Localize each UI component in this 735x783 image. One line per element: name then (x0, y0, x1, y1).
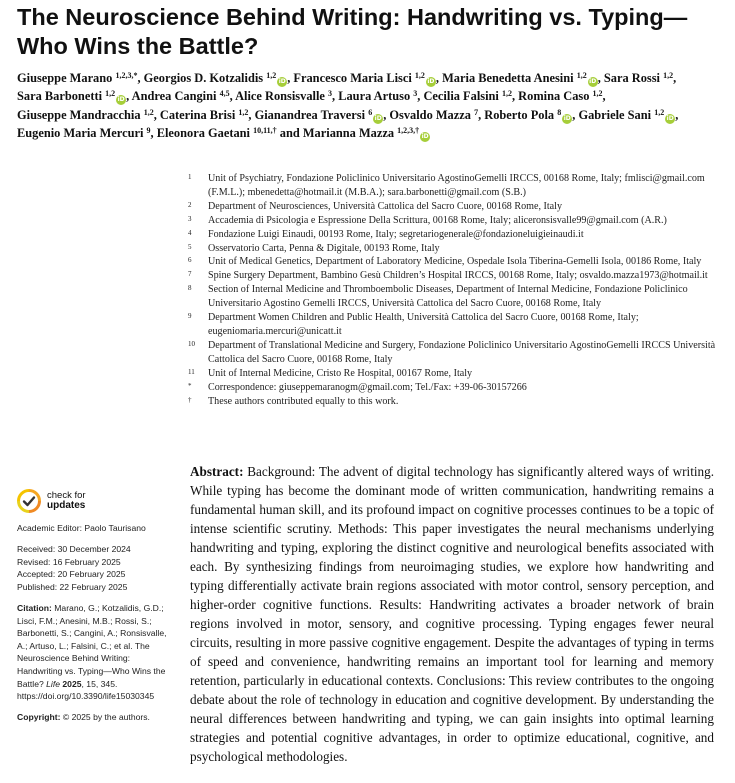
affiliation-item (188, 228, 718, 242)
author-affiliation-marks: 1,2 (266, 71, 277, 80)
author-name: Roberto Pola (484, 107, 555, 122)
affiliation-item (188, 172, 718, 200)
affiliation-item (188, 381, 718, 395)
affiliation-number: 10 (188, 339, 195, 348)
author (160, 108, 248, 122)
copyright (17, 711, 175, 724)
citation-label: Citation: (17, 602, 52, 613)
author-name: Sara Barbonetti (17, 89, 103, 104)
affiliation-text: Unit of Psychiatry, Fondazione Policlinico Universitario AgostinoGemelli IRCCS, 00168 Rome, Italy; fmlisci@gmail.com (F.M.L.); mbenedetta@hotmail.it (M.B.A.); sara.barbonetti@gmail.com (S.B.) (208, 173, 705, 198)
affiliation-number: 5 (188, 242, 192, 251)
affiliation-text: Fondazione Luigi Einaudi, 00193 Rome, Italy; segretariogenerale@fondazioneluigieinaudi.it (208, 228, 584, 240)
author-affiliation-marks: 4,5 (219, 89, 230, 99)
author (484, 108, 572, 122)
author-separator: , (248, 107, 255, 122)
author (235, 89, 332, 103)
author-separator: , (287, 71, 294, 85)
author-affiliation-marks: 1,2 (143, 107, 154, 117)
check-for-updates[interactable] (17, 488, 175, 514)
author-affiliation-marks: 1,2 (238, 107, 249, 117)
author-name: Gianandrea Traversi (254, 107, 366, 122)
author-affiliation-marks: 1,2 (663, 71, 674, 80)
author-affiliation-marks: 1,2 (654, 107, 665, 117)
affiliation-text: Section of Internal Medicine and Thromboembolic Diseases, Department of Internal Medicine, Fondazione Policlinico Universitario Agostino Gemelli IRCCS, Università Cattolica del Sacro Cuore, 00168 Rome, Italy (208, 284, 688, 310)
citation (17, 602, 175, 703)
author (132, 89, 230, 103)
affiliation-number: † (188, 395, 192, 404)
affiliation-number: 4 (188, 228, 192, 237)
author-separator: , (511, 89, 519, 104)
affiliation-number: 11 (188, 367, 195, 376)
author-affiliation-marks: 6 (368, 107, 373, 117)
affiliation-number: 6 (188, 256, 192, 265)
author-separator: , (383, 107, 390, 122)
author-name: Marianna Mazza (302, 126, 395, 141)
check-updates-line1: check for (47, 490, 86, 501)
sidebar (17, 488, 175, 724)
copyright-label: Copyright: (17, 711, 61, 722)
affiliation-text: Unit of Medical Genetics, Department of Laboratory Medicine, Ospedale Isola Tiberina-Gemelli Isola, 00186 Rome, Italy (208, 256, 702, 268)
affiliation-number: 7 (188, 270, 192, 279)
affiliation-item (188, 200, 718, 214)
author (604, 71, 673, 85)
author (17, 71, 137, 85)
citation-journal: Life (46, 678, 61, 689)
author-name: Laura Artuso (338, 89, 411, 104)
author-separator: , (673, 71, 677, 85)
author-affiliation-marks: 3 (328, 89, 333, 99)
author-separator: , (675, 107, 679, 122)
author (144, 71, 288, 85)
abstract-text: Background: The advent of digital technology has significantly altered ways of writing. While typing has become the dominant mode of written communication, handwriting remains a fundamental human skill, and its profound impact on cognitive processes continues to be a topic of intense scientific scrutiny. Methods: This paper investigates the neural mechanisms underlying handwriting and typing, exploring the distinct cognitive and neurological benefits associated with each. By synthesizing findings from neuroimaging studies, we explore how handwriting and typing differentially activate brain regions associated with motor control, sensory perception, and higher-order cognitive functions. Results: Handwriting activates a broader network of brain regions involved in motor, sensory, and cognitive processing. Typing engages fewer neural circuits, resulting in more passive cognitive engagement. Despite the advantages of typing in terms of speed and convenience, handwriting remains an important tool for learning and memory retention, particularly in educational contexts. Conclusions: This review contributes to the ongoing debate about the role of technology in education and cognitive development. By understanding the neural differences between handwriting and typing, we can gain insights into optimal learning strategies and potential cognitive advantages, in order to optimize educational, cognitive, and psychological methodologies. (190, 464, 715, 764)
affiliation-number: 3 (188, 214, 192, 223)
check-updates-icon (17, 489, 41, 513)
orcid-icon[interactable]: iD (374, 114, 382, 122)
author-affiliation-marks: 3 (413, 89, 418, 99)
author (423, 89, 511, 103)
citation-text: Marano, G.; Kotzalidis, G.D.; Lisci, F.M.; Anesini, M.B.; Rossi, S.; Barbonetti, S.; Cangini, A.; Ronsisvalle, A.; Artuso, L.; Falsini, C.; et al. The Neuroscience Behind Writing: Handwriting vs. Typing—Who Wins the Battle? (17, 602, 167, 689)
author-separator: , (332, 89, 339, 104)
affiliation-number: 8 (188, 284, 192, 293)
affiliation-number: * (188, 381, 192, 390)
author-separator: , (572, 107, 579, 122)
affiliation-item (188, 283, 718, 311)
affiliation-number: 2 (188, 200, 192, 209)
author-affiliation-marks: 1,2 (576, 71, 587, 80)
check-updates-line2: updates (47, 500, 86, 511)
orcid-icon[interactable]: iD (589, 78, 597, 85)
check-updates-label (47, 491, 86, 511)
author-separator: , (597, 71, 604, 85)
author-name: Sara Rossi (603, 71, 660, 85)
author-separator: , (137, 71, 144, 85)
abstract-label: Abstract: (190, 464, 244, 479)
affiliation-number: 1 (188, 173, 192, 181)
orcid-icon[interactable]: iD (563, 114, 571, 122)
author (389, 108, 478, 122)
article-title: The Neuroscience Behind Writing: Handwriting vs. Typing—Who Wins the Battle? (17, 4, 688, 59)
author-name: Eleonora Gaetani (156, 126, 250, 141)
author-affiliation-marks: 1,2 (592, 89, 603, 99)
affiliation-text: Department of Neurosciences, Università Cattolica del Sacro Cuore, 00168 Rome, Italy (208, 200, 563, 212)
affiliation-text: Department Women Children and Public Health, Università Cattolica del Sacro Cuore, 00168 Rome, Italy; eugeniomaria.mercuri@unicatt.it (208, 312, 639, 337)
orcid-icon[interactable]: iD (666, 114, 674, 122)
accepted-date: Accepted: 20 February 2025 (17, 569, 126, 580)
author-name: Maria Benedetta Anesini (442, 71, 574, 85)
author-affiliation-marks: 1,2,3,* (115, 71, 138, 80)
revised-date: Revised: 16 February 2025 (17, 556, 121, 567)
author-separator: , (435, 71, 443, 85)
author (17, 108, 154, 122)
affiliation-item (188, 255, 718, 269)
affiliation-item (188, 395, 718, 409)
author-separator: and (276, 126, 303, 141)
affiliation-number: 9 (188, 312, 192, 321)
affiliation-item (188, 214, 718, 228)
author-affiliation-marks: 1,2 (414, 71, 425, 80)
affiliation-text: Spine Surgery Department, Bambino Gesù Children’s Hospital IRCCS, 00168 Rome, Italy; osvaldo.mazza1973@hotmail.it (208, 270, 708, 282)
author-affiliation-marks: 8 (557, 107, 562, 117)
author (293, 71, 435, 85)
author-separator: , (478, 107, 485, 122)
author-name: Alice Ronsisvalle (235, 89, 325, 104)
affiliation-text: Department of Translational Medicine and Surgery, Fondazione Policlinico Universitario AgostinoGemelli IRCCS Università Cattolica del Sacro Cuore, 00168 Rome, Italy (208, 339, 716, 365)
citation-year: 2025 (62, 678, 82, 689)
affiliation-text: Osservatorio Carta, Penna & Digitale, 00193 Rome, Italy (208, 242, 440, 254)
affiliation-item (188, 311, 718, 339)
author (303, 126, 430, 140)
author-name: Georgios D. Kotzalidis (143, 71, 264, 85)
affiliation-text: Accademia di Psicologia e Espressione Della Scrittura, 00168 Rome, Italy; aliceronsisvalle99@gmail.com (A.R.) (208, 214, 667, 226)
author-separator: , (417, 89, 424, 104)
author-affiliation-marks: 1,2 (501, 89, 512, 99)
author-affiliation-marks: 1,2 (105, 89, 116, 99)
author (442, 71, 598, 85)
author (17, 89, 126, 103)
affiliation-item (188, 269, 718, 283)
author-separator: , (229, 89, 236, 104)
affiliation-text: Correspondence: giuseppemaranogm@gmail.com; Tel./Fax: +39-06-30157266 (208, 381, 527, 393)
affiliation-text: These authors contributed equally to this work. (208, 395, 399, 407)
orcid-icon[interactable]: iD (278, 78, 286, 85)
author-name: Eugenio Maria Mercuri (17, 126, 144, 141)
author-name: Osvaldo Mazza (389, 107, 471, 122)
affiliations (188, 172, 718, 408)
received-date: Received: 30 December 2024 (17, 543, 131, 554)
affiliation-item (188, 339, 718, 367)
published-date: Published: 22 February 2025 (17, 582, 128, 593)
author-affiliation-marks: 10,11,† (253, 126, 277, 136)
author (255, 108, 384, 122)
author-name: Andrea Cangini (131, 89, 217, 104)
author-separator: , (602, 89, 606, 104)
author (338, 89, 417, 103)
author-separator: , (126, 89, 132, 104)
author-name: Giuseppe Marano (17, 71, 113, 85)
orcid-icon[interactable]: iD (427, 78, 435, 85)
author-name: Romina Caso (518, 89, 590, 104)
author (578, 108, 675, 122)
academic-editor: Academic Editor: Paolo Taurisano (17, 523, 146, 533)
author-list (17, 69, 722, 143)
author-name: Gabriele Sani (578, 107, 652, 122)
orcid-icon[interactable]: iD (421, 133, 429, 141)
citation-rest[interactable]: , 15, 345. https://doi.org/10.3390/life15030345 (17, 678, 155, 702)
author-name: Caterina Brisi (159, 107, 236, 122)
affiliation-item (188, 367, 718, 381)
author-separator: , (153, 107, 160, 122)
author (17, 126, 151, 140)
author (518, 89, 602, 103)
author-affiliation-marks: 9 (146, 126, 151, 136)
author (157, 126, 277, 140)
copyright-text: © 2025 by the authors. (62, 711, 150, 722)
affiliation-text: Unit of Internal Medicine, Cristo Re Hospital, 00167 Rome, Italy (208, 367, 473, 379)
orcid-icon[interactable]: iD (117, 96, 125, 104)
author-name: Francesco Maria Lisci (293, 71, 412, 85)
author-separator: , (150, 126, 157, 141)
author-name: Giuseppe Mandracchia (17, 107, 141, 122)
affiliation-item (188, 242, 718, 256)
author-affiliation-marks: 7 (474, 107, 479, 117)
author-affiliation-marks: 1,2,3,† (397, 126, 420, 136)
abstract (190, 462, 714, 766)
author-name: Cecilia Falsini (423, 89, 499, 104)
